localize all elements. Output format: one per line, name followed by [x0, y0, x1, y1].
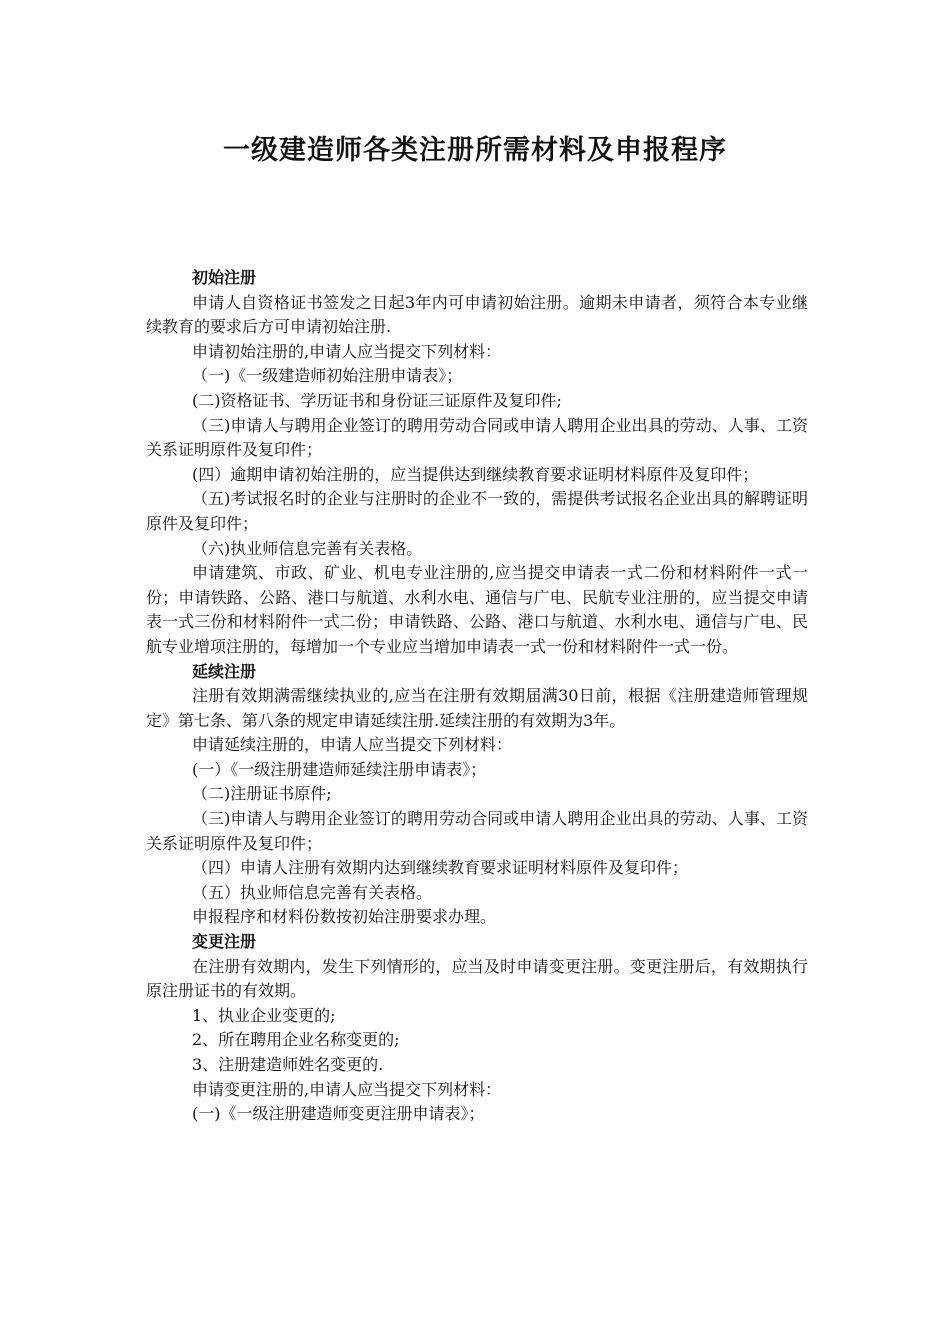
paragraph: 申请延续注册的，申请人应当提交下列材料：	[192, 735, 513, 755]
document-body	[146, 266, 808, 1127]
list-item: （五)考试报名时的企业与注册时的企业不一致的，需提供考试报名企业出具的解聘证明原件及复印件；	[146, 489, 808, 533]
list-item: 3、注册建造师姓名变更的.	[192, 1055, 384, 1074]
paragraph: 在注册有效期内，发生下列情形的，应当及时申请变更注册。变更注册后，有效期执行原注册证书的有效期。	[146, 956, 808, 1001]
list-item: （三)申请人与聘用企业签订的聘用劳动合同或申请人聘用企业出具的劳动、人事、工资关系证明原件及复印件；	[146, 809, 808, 853]
section-heading-change: 变更注册	[192, 932, 257, 952]
list-item: （三)申请人与聘用企业签订的聘用劳动合同或申请人聘用企业出具的劳动、人事、工资关系证明原件及复印件；	[146, 415, 808, 460]
paragraph: 注册有效期满需继续执业的,应当在注册有效期届满30日前，根据《注册建造师管理规定》第七条、第八条的规定申请延续注册.延续注册的有效期为3年。	[146, 686, 808, 730]
section-heading-initial: 初始注册	[192, 268, 257, 287]
list-item: （五）执业师信息完善有关表格。	[192, 882, 433, 902]
paragraph: 申请建筑、市政、矿业、机电专业注册的,应当提交申请表一式二份和材料附件一式一份；申请铁路、公路、港口与航道、水利水电、通信与广电、民航专业注册的，应当提交申请表一式三份和材料附件一式二份；申请铁路、公路、港口与航道、水利水电、通信与广电、民航专业增项注册的，每增加一个专业应当增加申请表一式一份和材料附件一式一份。	[146, 563, 808, 656]
list-item: (一)《一级注册建造师变更注册申请表》；	[192, 1104, 485, 1124]
list-item: （六)执业师信息完善有关表格。	[192, 538, 423, 558]
list-item: （四）申请人注册有效期内达到继续教育要求证明材料原件及复印件；	[192, 858, 689, 878]
list-item: 1、执业企业变更的;	[192, 1005, 336, 1025]
list-item: 2、所在聘用企业名称变更的;	[192, 1030, 400, 1050]
list-item: (二)资格证书、学历证书和身份证三证原件及复印件;	[192, 390, 562, 410]
paragraph: 申请人自资格证书签发之日起3年内可申请初始注册。逾期未申请者，须符合本专业继续教育的要求后方可申请初始注册.	[146, 292, 808, 337]
paragraph: 申请初始注册的,申请人应当提交下列材料：	[192, 341, 502, 361]
document-title: 一级建造师各类注册所需材料及申报程序	[223, 135, 727, 166]
list-item: (四）逾期申请初始注册的，应当提供达到继续教育要求证明材料原件及复印件；	[192, 464, 759, 484]
paragraph: 申请变更注册的,申请人应当提交下列材料：	[192, 1079, 502, 1099]
list-item: （二)注册证书原件;	[192, 784, 332, 804]
list-item: （一)《一级建造师初始注册申请表》；	[192, 366, 463, 386]
section-heading-renewal: 延续注册	[192, 661, 257, 681]
list-item: (一）《一级注册建造师延续注册申请表》；	[192, 759, 487, 779]
paragraph: 申报程序和材料份数按初始注册要求办理。	[192, 907, 497, 927]
